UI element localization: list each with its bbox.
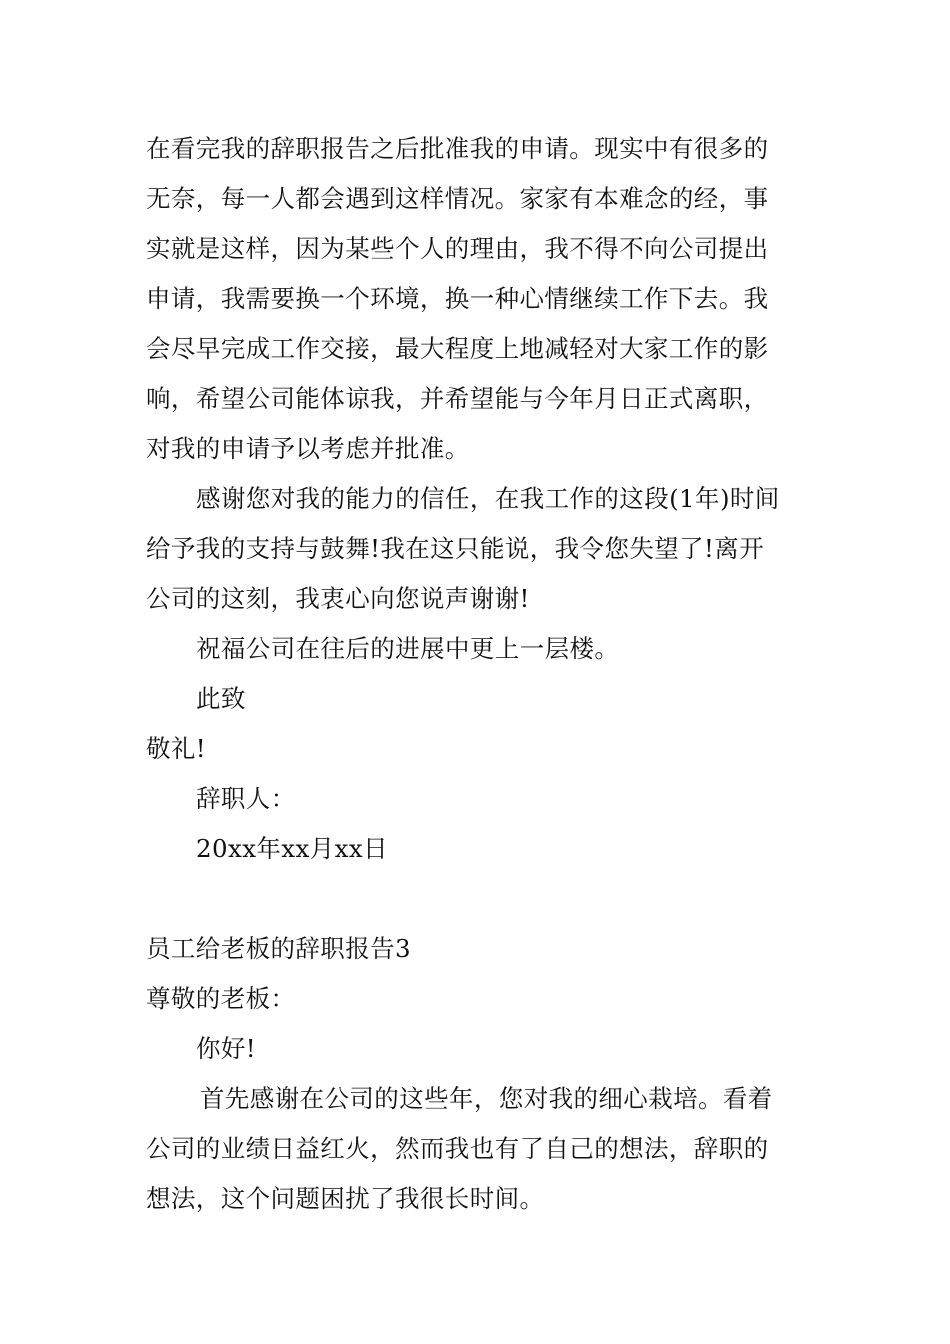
paragraph-line: 公司的业绩日益红火，然而我也有了自己的想法，辞职的: [146, 1134, 769, 1163]
blessing-line: 祝福公司在往后的进展中更上一层楼。: [196, 634, 620, 663]
paragraph-line: 无奈，每一人都会遇到这样情况。家家有本难念的经，事: [146, 184, 769, 213]
paragraph-line: 给予我的支持与鼓舞!我在这只能说，我令您失望了!离开: [146, 534, 765, 563]
recipient-line: 尊敬的老板：: [146, 984, 296, 1013]
paragraph-line: 在看完我的辞职报告之后批准我的申请。现实中有很多的: [146, 134, 769, 163]
signature-label: 辞职人：: [196, 784, 296, 813]
greeting-line: 你好!: [196, 1034, 257, 1063]
salutation-line: 敬礼!: [146, 734, 207, 763]
paragraph-line: 想法，这个问题困扰了我很长时间。: [146, 1184, 545, 1213]
paragraph-line: 首先感谢在公司的这些年，您对我的细心栽培。看着: [200, 1084, 773, 1113]
paragraph-line: 实就是这样，因为某些个人的理由，我不得不向公司提出: [146, 234, 769, 263]
paragraph-line: 对我的申请予以考虑并批准。: [146, 434, 470, 463]
paragraph-line: 申请，我需要换一个环境，换一种心情继续工作下去。我: [146, 284, 769, 313]
closing-line: 此致: [196, 684, 246, 713]
paragraph-line: 感谢您对我的能力的信任，在我工作的这段(1年)时间: [196, 484, 780, 513]
paragraph-line: 会尽早完成工作交接，最大程度上地减轻对大家工作的影: [146, 334, 769, 363]
paragraph-line: 响，希望公司能体谅我，并希望能与今年月日正式离职，: [146, 384, 769, 413]
date-line: 20xx年xx月xx日: [196, 834, 388, 863]
section-title: 员工给老板的辞职报告3: [146, 934, 411, 963]
paragraph-line: 公司的这刻，我衷心向您说声谢谢!: [146, 584, 530, 613]
